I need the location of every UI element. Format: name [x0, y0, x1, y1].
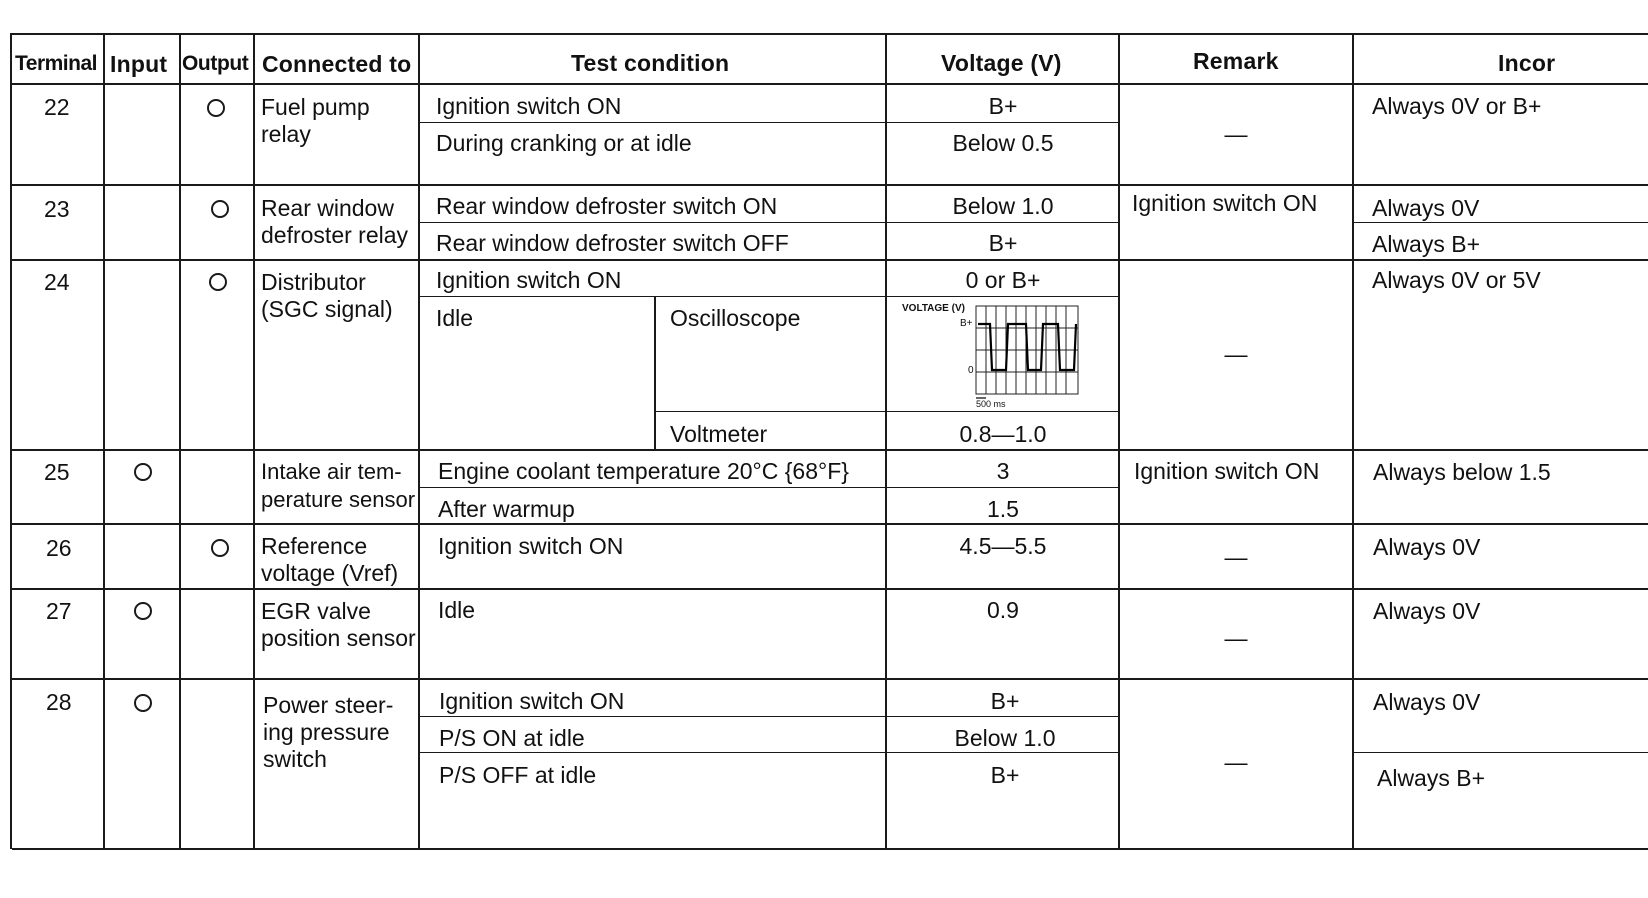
header-incorrect: Incor [1498, 50, 1556, 76]
connected-to: Distributor (SGC signal) [261, 269, 393, 322]
header-test-condition: Test condition [571, 50, 730, 76]
test-condition: After warmup [438, 496, 575, 522]
subrow-divider [420, 122, 1118, 123]
row-divider [12, 184, 1648, 186]
terminal-number: 28 [46, 689, 72, 715]
remark-dash: — [1224, 121, 1248, 147]
scope-ylabel: VOLTAGE (V) [902, 303, 965, 314]
connected-to: Rear window defroster relay [261, 195, 409, 248]
subrow-divider [420, 296, 1118, 297]
test-condition: Rear window defroster switch ON [436, 193, 778, 219]
remark-dash: — [1224, 625, 1248, 651]
connected-to: Reference voltage (Vref) [261, 533, 399, 586]
col-divider [1352, 33, 1354, 849]
voltage-value: 0.9 [987, 597, 1019, 623]
voltage-value: B+ [988, 93, 1018, 119]
oscilloscope-waveform [898, 298, 1098, 410]
incorrect-value: Always 0V [1373, 598, 1481, 624]
incorrect-value: Always B+ [1372, 231, 1481, 257]
connected-to: EGR valve position sensor [261, 598, 416, 651]
col-divider [103, 33, 105, 849]
voltage-value: 0.8—1.0 [959, 421, 1047, 447]
table-top-border [10, 33, 1648, 35]
col-divider [253, 33, 255, 849]
test-condition: Ignition switch ON [436, 93, 622, 119]
header-voltage: Voltage (V) [941, 50, 1062, 76]
remark-dash: — [1224, 544, 1248, 570]
terminal-number: 24 [44, 269, 70, 295]
col-divider [10, 33, 12, 849]
col-divider [418, 33, 420, 849]
row-divider [12, 449, 1648, 451]
subrow-divider [1354, 222, 1648, 223]
row-divider [12, 588, 1648, 590]
connected-to: Intake air tem- perature sensor [261, 459, 416, 512]
test-condition: Ignition switch ON [439, 688, 625, 714]
header-remark: Remark [1193, 48, 1279, 74]
header-input: Input [110, 51, 168, 77]
subrow-divider [420, 222, 1118, 223]
row-divider [12, 259, 1648, 261]
test-condition: Ignition switch ON [438, 533, 624, 559]
row-divider [12, 523, 1648, 525]
col-divider [179, 33, 181, 849]
test-condition: Engine coolant temperature 20°C {68°F} [438, 458, 849, 484]
remark-value: Ignition switch ON [1134, 458, 1320, 484]
voltage-value: 0 or B+ [965, 267, 1041, 293]
voltage-value: 1.5 [987, 496, 1019, 522]
voltage-value: 3 [996, 458, 1010, 484]
output-circle-icon [211, 539, 229, 557]
test-condition: P/S OFF at idle [439, 762, 597, 788]
terminal-number: 22 [44, 94, 70, 120]
input-circle-icon [134, 602, 152, 620]
remark-dash: — [1224, 749, 1248, 775]
col-divider [885, 33, 887, 849]
header-output: Output [182, 52, 249, 75]
voltage-value: B+ [988, 230, 1018, 256]
terminal-number: 25 [44, 459, 70, 485]
voltage-value: Below 0.5 [952, 130, 1054, 156]
test-condition: Idle [436, 305, 474, 331]
test-condition: Idle [438, 597, 476, 623]
terminal-number: 26 [46, 535, 72, 561]
output-circle-icon [207, 99, 225, 117]
test-condition: P/S ON at idle [439, 725, 585, 751]
row-divider [12, 678, 1648, 680]
incorrect-value: Always 0V [1373, 689, 1481, 715]
test-condition: Rear window defroster switch OFF [436, 230, 789, 256]
output-circle-icon [209, 273, 227, 291]
incorrect-value: Always B+ [1377, 765, 1486, 791]
header-terminal: Terminal [15, 52, 97, 75]
input-circle-icon [134, 694, 152, 712]
output-circle-icon [211, 200, 229, 218]
scope-time-label: 500 ms [976, 399, 1006, 409]
remark-dash: — [1224, 341, 1248, 367]
test-condition: Ignition switch ON [436, 267, 622, 293]
voltage-value: Below 1.0 [954, 725, 1056, 751]
connected-to: Fuel pump relay [261, 94, 370, 147]
incorrect-value: Always 0V [1373, 534, 1481, 560]
voltage-value: Below 1.0 [952, 193, 1054, 219]
voltage-value: B+ [990, 688, 1020, 714]
incorrect-value: Always below 1.5 [1373, 459, 1551, 485]
connected-to: Power steer- ing pressure switch [263, 692, 394, 772]
scope-trace [978, 324, 1076, 370]
incorrect-value: Always 0V or 5V [1372, 267, 1541, 293]
scope-zero-label: 0 [968, 365, 974, 376]
test-condition: During cranking or at idle [436, 130, 692, 156]
subrow-divider [420, 487, 1118, 488]
col-divider [654, 296, 656, 449]
input-circle-icon [134, 463, 152, 481]
subrow-divider [420, 716, 1118, 717]
voltage-value: 4.5—5.5 [959, 533, 1047, 559]
subrow-divider [420, 752, 1118, 753]
test-method: Voltmeter [670, 421, 768, 447]
header-connected-to: Connected to [262, 51, 412, 77]
terminal-number: 23 [44, 196, 70, 222]
remark-value: Ignition switch ON [1132, 190, 1318, 216]
incorrect-value: Always 0V [1372, 195, 1480, 221]
test-method: Oscilloscope [670, 305, 801, 331]
table-bottom-border [12, 848, 1648, 850]
scope-top-label: B+ [960, 318, 973, 329]
voltage-value: B+ [990, 762, 1020, 788]
header-bottom-border [10, 83, 1648, 85]
terminal-number: 27 [46, 598, 72, 624]
incorrect-value: Always 0V or B+ [1372, 93, 1542, 119]
subrow-divider [1354, 752, 1648, 753]
